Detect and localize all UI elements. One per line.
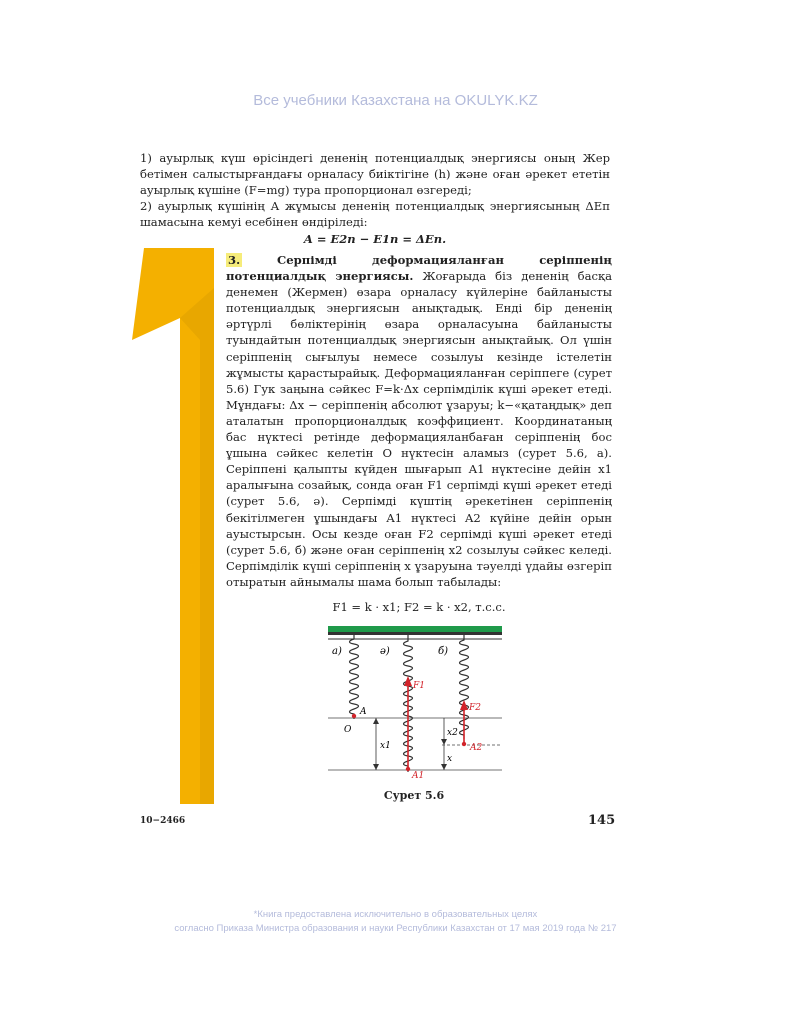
section-title: Серпімді деформацияланған серіппенің потенциалдық энергиясы. — [226, 253, 612, 284]
label-b: б) — [438, 646, 449, 657]
decorative-arrow-icon — [130, 248, 216, 804]
section-body: Жоғарыда біз дененің басқа денемен (Жермен) өзара орналасу күйлеріне байланысты потенциалдық энергиясын анықтадық. Енді бір дененің әртүрлі бөліктерінің өзара орналасуына байланысты туындайтын потенциалдық энергиясын анықтайық. Ол үшін серіппенің сығылуы немесе созылуы кезінде істелетін жұмысты қарастырайық. Деформацияланған серіппеге (сурет 5.6) Гук заңына сәйкес F=k·Δx серпімділік күші әрекет етеді. Мұндағы: Δx − серіппенің абсолют ұзаруы; k−«қатаңдық» деп аталатын пропорционалдық коэффициент. Координатаның бас нүктесі ретінде деформацияланбаған серіппенің бос ұшына сәйкес келетін O нүктесін аламыз (сурет 5.6, а). Серіппені қалыпты күйден шығарып A1 нүктесіне дейін x1 аралығына созайық, сонда оған F1 серпімді күші әрекет етеді (сурет 5.6, ә). Серпімді күштің әрекетінен серіппенің бекітілмеген ұшындағы A1 нүктесі A2 күйіне дейін орын ауыстырсын. Осы кезде оған F2 серпімді күші әрекет етеді (сурет 5.6, б) және оған серіппенің x2 созылуы сәйкес келеді. Серпімділік күші серіппенің x ұзаруына тәуелді үдайы өзгеріп отыратын айнымалы шама болып табылады: — [226, 269, 612, 589]
label-x2: x2 — [447, 728, 458, 738]
label-A2: A2 — [470, 743, 483, 753]
label-F2: F2 — [469, 703, 481, 713]
footnote-line-2: согласно Приказа Министра образования и науки Республики Казахстан от 17 мая 2019 года № 217 — [174, 923, 617, 934]
label-x1: x1 — [380, 741, 391, 751]
footnote — [0, 908, 791, 936]
print-code: 10−2466 — [140, 816, 186, 826]
label-a: а) — [332, 646, 342, 657]
figure-caption: Сурет 5.6 — [383, 789, 445, 802]
page-number: 145 — [588, 813, 616, 828]
formula-work: A = E2п − E1п = ΔEп. — [303, 232, 447, 246]
label-A1: A1 — [412, 771, 425, 780]
label-x: x — [447, 754, 453, 764]
watermark-header: Все учебники Казахстана на OKULYK.KZ — [253, 92, 538, 109]
footnote-line-1: *Книга предоставлена исключительно в образовательных целях — [253, 909, 538, 920]
paragraph-gravity-energy: 1) ауырлық күш өрісіндегі дененің потенциалдық энергиясы оның Жер бетімен салыстырғандағы орналасу биіктігіне (h) және оған әрекет ететін ауырлық күшіне (F=mg) тура пропорционал өзгереді; — [140, 151, 610, 197]
label-ae: ә) — [380, 646, 390, 657]
formula-forces: F1 = k · x1; F2 = k · x2, т.с.с. — [332, 600, 506, 614]
paragraph-gravity-work: 2) ауырлық күшінің A жұмысы дененің потенциалдық энергиясының ΔEп шамасына кемуі есебінен өндіріледі: — [140, 199, 610, 229]
spring-a — [350, 635, 359, 719]
section-number: 3. — [228, 253, 241, 267]
mount-bar — [328, 626, 502, 632]
label-A: A — [360, 707, 367, 717]
section-3-text — [226, 252, 612, 590]
label-F1: F1 — [413, 681, 425, 691]
spring-figure — [324, 620, 504, 780]
label-O: O — [344, 725, 352, 735]
